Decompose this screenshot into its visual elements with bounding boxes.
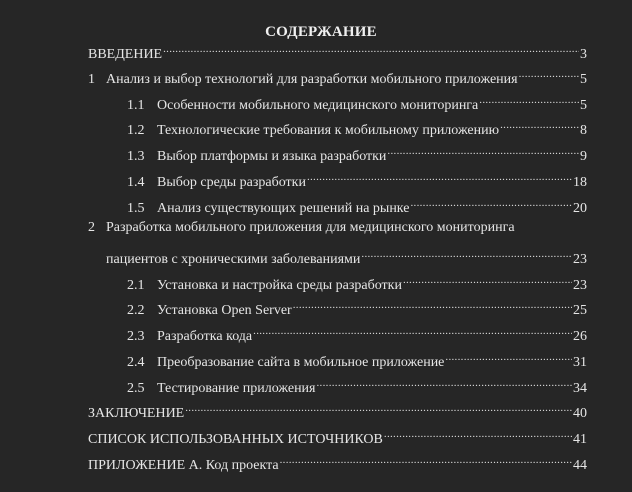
toc-entry-label: ЗАКЛЮЧЕНИЕ [88,406,185,421]
toc-entry-label: Установка и настройка среды разработки [157,278,402,293]
toc-entry-label-continuation: пациентов с хроническими заболеваниями [106,252,361,267]
toc-dot-leader [163,40,579,58]
toc-entry-number: 1.3 [127,149,145,164]
toc-page-number: 25 [573,303,587,318]
toc-entry-number: 2.5 [127,381,145,396]
toc-entry-number: 1.1 [127,98,145,113]
toc-page-number: 31 [573,355,587,370]
toc-entry-label: Тестирование приложения [157,381,316,396]
toc-entry-introduction[interactable] [88,40,587,62]
toc-entry-number: 1.4 [127,175,145,190]
toc-dot-leader [280,451,572,469]
toc-entry-section-2-4[interactable] [127,348,587,370]
toc-entry-number: 2.4 [127,355,145,370]
toc-entry-number: 2 [88,220,95,235]
toc-entry-label: Особенности мобильного медицинского мониторинга [157,98,479,113]
toc-entry-number: 2.1 [127,278,145,293]
toc-entry-chapter-2-continuation[interactable] [106,245,587,267]
toc-entry-section-1-4[interactable] [127,168,587,190]
toc-page-number: 18 [573,175,587,190]
toc-dot-leader [410,194,572,212]
toc-entry-label: ВВЕДЕНИЕ [88,47,163,62]
toc-page-number: 3 [580,47,587,62]
toc-dot-leader [307,168,572,186]
toc-entry-section-2-1[interactable] [127,271,587,293]
toc-title: СОДЕРЖАНИЕ [265,24,377,40]
toc-dot-leader [387,142,579,160]
toc-entry-number: 1.2 [127,123,145,138]
toc-dot-leader [185,399,572,417]
toc-entry-number: 2.3 [127,329,145,344]
toc-entry-conclusion[interactable] [88,399,587,421]
toc-dot-leader [253,322,572,340]
toc-entry-label: ПРИЛОЖЕНИЕ А. Код проекта [88,458,279,473]
toc-entry-label: Преобразование сайта в мобильное приложение [157,355,445,370]
toc-entry-number: 2.2 [127,303,145,318]
toc-entry-label: Разработка кода [157,329,253,344]
toc-entry-section-1-5[interactable] [127,194,587,216]
toc-entry-section-1-3[interactable] [127,142,587,164]
toc-page-number: 41 [573,432,587,447]
toc-page-number: 26 [573,329,587,344]
toc-page-number: 20 [573,201,587,216]
toc-entry-section-1-1[interactable] [127,91,587,113]
toc-entry-label: Анализ и выбор технологий для разработки мобильного приложения [106,72,518,87]
toc-entry-section-2-2[interactable] [127,296,587,318]
toc-entry-section-2-5[interactable] [127,374,587,396]
toc-entry-appendix-a[interactable] [88,451,587,473]
toc-entry-references[interactable] [88,425,587,447]
toc-entry-section-2-3[interactable] [127,322,587,344]
toc-dot-leader [479,91,579,109]
toc-page-number: 44 [573,458,587,473]
toc-page-number: 5 [580,98,587,113]
toc-entry-number: 1.5 [127,201,145,216]
toc-entry-number: 1 [88,72,95,87]
toc-entry-label: Установка Open Server [157,303,292,318]
toc-entry-label: Выбор платформы и языка разработки [157,149,387,164]
toc-entry-chapter-1[interactable] [88,65,587,87]
toc-dot-leader [384,425,572,443]
toc-entry-label: Анализ существующих решений на рынке [157,201,410,216]
toc-entry-chapter-2[interactable] [88,219,587,237]
toc-entry-label: СПИСОК ИСПОЛЬЗОВАННЫХ ИСТОЧНИКОВ [88,432,383,447]
toc-page-number: 23 [573,252,587,267]
toc-dot-leader [445,348,572,366]
toc-dot-leader [500,116,579,134]
toc-dot-leader [361,245,572,263]
toc-dot-leader [519,65,579,83]
toc-page-number: 34 [573,381,587,396]
toc-page-number: 5 [580,72,587,87]
toc-page-number: 23 [573,278,587,293]
toc-entry-label: Выбор среды разработки [157,175,306,190]
toc-entry-label: Технологические требования к мобильному приложению [157,123,500,138]
toc-entry-label: Разработка мобильного приложения для медицинского мониторинга [106,220,515,235]
toc-page-number: 40 [573,406,587,421]
toc-entry-section-1-2[interactable] [127,116,587,138]
toc-dot-leader [317,374,573,392]
toc-dot-leader [293,296,572,314]
toc-page-number: 9 [580,149,587,164]
toc-page-number: 8 [580,123,587,138]
toc-dot-leader [403,271,572,289]
